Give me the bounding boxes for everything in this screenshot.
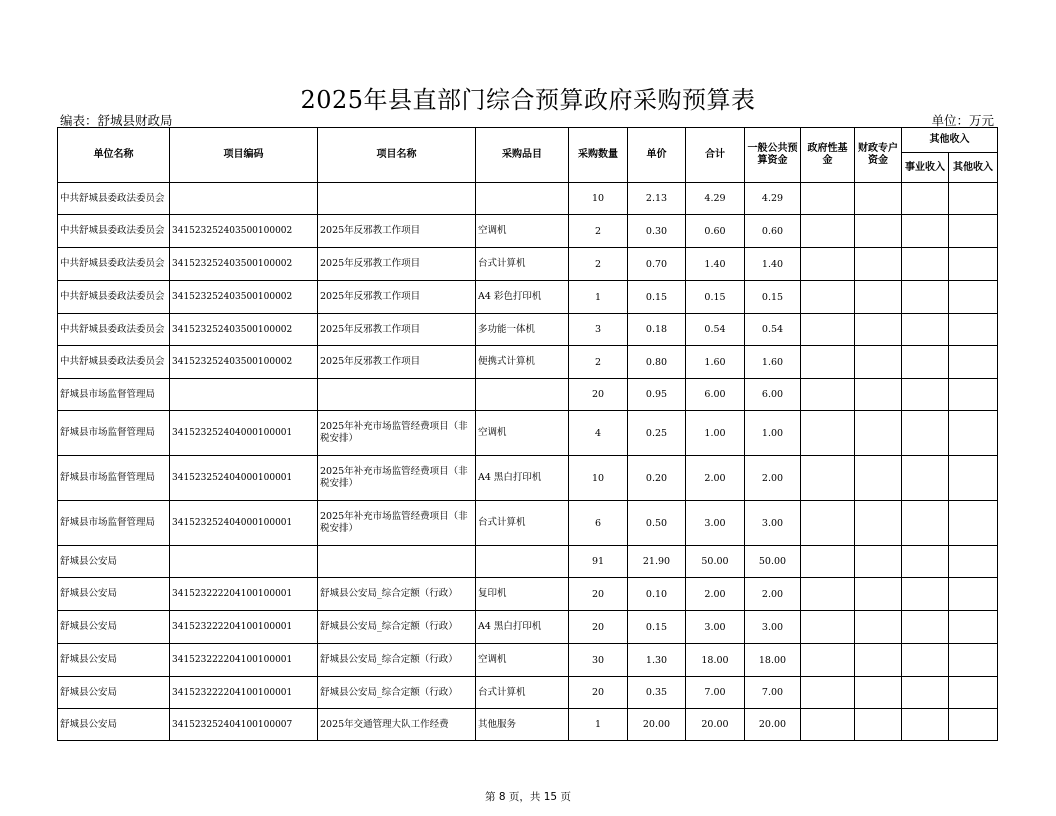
table-row [58, 248, 998, 281]
page-title: 2025年县直部门综合预算政府采购预算表 [300, 86, 756, 114]
unit-cell: 中共舒城县委政法委员会 [58, 314, 170, 346]
header-unit-name: 单位名称 [58, 128, 170, 183]
table-row [58, 546, 998, 578]
total-cell: 3.00 [686, 611, 745, 644]
header-total: 合计 [686, 128, 745, 183]
other-income-cell [949, 379, 998, 411]
other-income-cell [949, 456, 998, 501]
business-income-cell [902, 501, 949, 546]
gov-fund-cell [801, 611, 855, 644]
business-income-cell [902, 248, 949, 281]
price-cell: 20.00 [628, 709, 686, 741]
price-cell: 0.10 [628, 578, 686, 611]
price-cell: 1.30 [628, 644, 686, 677]
item-cell [476, 546, 569, 578]
project-cell: 2025年反邪教工作项目 [318, 314, 476, 346]
unit-label: 单位：万元 [931, 113, 994, 128]
business-income-cell [902, 677, 949, 709]
other-income-cell [949, 501, 998, 546]
other-income-cell [949, 644, 998, 677]
code-cell [170, 379, 318, 411]
gov-fund-cell [801, 281, 855, 314]
gov-fund-cell [801, 411, 855, 456]
project-cell: 2025年交通管理大队工作经费 [318, 709, 476, 741]
qty-cell: 20 [569, 611, 628, 644]
qty-cell: 20 [569, 578, 628, 611]
project-cell: 2025年补充市场监管经费项目（非税安排） [318, 456, 476, 501]
general-budget-cell: 0.15 [745, 281, 801, 314]
unit-cell: 中共舒城县委政法委员会 [58, 215, 170, 248]
total-cell: 2.00 [686, 578, 745, 611]
code-cell: 341523252404000100001 [170, 456, 318, 501]
item-cell: 复印机 [476, 578, 569, 611]
special-fund-cell [855, 644, 902, 677]
general-budget-cell: 1.60 [745, 346, 801, 379]
code-cell: 341523252403500100002 [170, 215, 318, 248]
total-cell: 4.29 [686, 183, 745, 215]
project-cell: 2025年反邪教工作项目 [318, 281, 476, 314]
general-budget-cell: 6.00 [745, 379, 801, 411]
table-row [58, 501, 998, 546]
other-income-cell [949, 183, 998, 215]
general-budget-cell: 20.00 [745, 709, 801, 741]
item-cell: A4 彩色打印机 [476, 281, 569, 314]
general-budget-cell: 2.00 [745, 456, 801, 501]
project-cell: 2025年补充市场监管经费项目（非税安排） [318, 411, 476, 456]
gov-fund-cell [801, 644, 855, 677]
special-fund-cell [855, 578, 902, 611]
table-row [58, 578, 998, 611]
total-cell: 1.60 [686, 346, 745, 379]
general-budget-cell: 2.00 [745, 578, 801, 611]
other-income-cell [949, 546, 998, 578]
code-cell: 341523222204100100001 [170, 644, 318, 677]
price-cell: 0.30 [628, 215, 686, 248]
item-cell: A4 黑白打印机 [476, 611, 569, 644]
table-row [58, 314, 998, 346]
price-cell: 0.15 [628, 611, 686, 644]
business-income-cell [902, 379, 949, 411]
code-cell: 341523222204100100001 [170, 611, 318, 644]
code-cell [170, 183, 318, 215]
qty-cell: 30 [569, 644, 628, 677]
code-cell: 341523222204100100001 [170, 578, 318, 611]
item-cell: 其他服务 [476, 709, 569, 741]
code-cell: 341523252404100100007 [170, 709, 318, 741]
unit-cell: 舒城县公安局 [58, 709, 170, 741]
qty-cell: 1 [569, 281, 628, 314]
project-cell: 舒城县公安局_综合定额（行政） [318, 578, 476, 611]
other-income-cell [949, 314, 998, 346]
project-cell: 2025年补充市场监管经费项目（非税安排） [318, 501, 476, 546]
price-cell: 0.20 [628, 456, 686, 501]
business-income-cell [902, 709, 949, 741]
business-income-cell [902, 346, 949, 379]
general-budget-cell: 0.54 [745, 314, 801, 346]
gov-fund-cell [801, 183, 855, 215]
special-fund-cell [855, 677, 902, 709]
table-row [58, 677, 998, 709]
special-fund-cell [855, 411, 902, 456]
special-fund-cell [855, 248, 902, 281]
header-price: 单价 [628, 128, 686, 183]
general-budget-cell: 1.40 [745, 248, 801, 281]
other-income-cell [949, 281, 998, 314]
qty-cell: 20 [569, 379, 628, 411]
header-quantity: 采购数量 [569, 128, 628, 183]
code-cell: 341523222204100100001 [170, 677, 318, 709]
other-income-cell [949, 611, 998, 644]
code-cell [170, 546, 318, 578]
unit-cell: 中共舒城县委政法委员会 [58, 248, 170, 281]
header-business-income: 事业收入 [902, 153, 949, 183]
general-budget-cell: 3.00 [745, 501, 801, 546]
project-cell: 舒城县公安局_综合定额（行政） [318, 611, 476, 644]
project-cell: 2025年反邪教工作项目 [318, 215, 476, 248]
item-cell: 空调机 [476, 411, 569, 456]
header-category: 采购品目 [476, 128, 569, 183]
qty-cell: 10 [569, 183, 628, 215]
special-fund-cell [855, 709, 902, 741]
qty-cell: 3 [569, 314, 628, 346]
qty-cell: 6 [569, 501, 628, 546]
business-income-cell [902, 215, 949, 248]
total-cell: 7.00 [686, 677, 745, 709]
project-cell: 舒城县公安局_综合定额（行政） [318, 644, 476, 677]
price-cell: 0.70 [628, 248, 686, 281]
table-row [58, 281, 998, 314]
unit-cell: 舒城县公安局 [58, 644, 170, 677]
business-income-cell [902, 456, 949, 501]
item-cell: 便携式计算机 [476, 346, 569, 379]
total-cell: 6.00 [686, 379, 745, 411]
special-fund-cell [855, 379, 902, 411]
special-fund-cell [855, 281, 902, 314]
special-fund-cell [855, 546, 902, 578]
price-cell: 0.25 [628, 411, 686, 456]
project-cell [318, 379, 476, 411]
price-cell: 0.15 [628, 281, 686, 314]
special-fund-cell [855, 501, 902, 546]
item-cell: 台式计算机 [476, 248, 569, 281]
business-income-cell [902, 546, 949, 578]
other-income-cell [949, 411, 998, 456]
unit-cell: 中共舒城县委政法委员会 [58, 183, 170, 215]
special-fund-cell [855, 215, 902, 248]
price-cell: 0.18 [628, 314, 686, 346]
total-cell: 18.00 [686, 644, 745, 677]
code-cell: 341523252403500100002 [170, 248, 318, 281]
total-cell: 0.15 [686, 281, 745, 314]
price-cell: 0.35 [628, 677, 686, 709]
special-fund-cell [855, 611, 902, 644]
table-row [58, 456, 998, 501]
header-gov-fund: 政府性基金 [801, 128, 855, 183]
total-cell: 3.00 [686, 501, 745, 546]
project-cell: 舒城县公安局_综合定额（行政） [318, 677, 476, 709]
unit-cell: 舒城县市场监督管理局 [58, 379, 170, 411]
project-cell: 2025年反邪教工作项目 [318, 248, 476, 281]
table-row [58, 346, 998, 379]
item-cell: 空调机 [476, 215, 569, 248]
business-income-cell [902, 281, 949, 314]
total-cell: 0.54 [686, 314, 745, 346]
qty-cell: 2 [569, 215, 628, 248]
procurement-budget-table [57, 127, 998, 741]
unit-cell: 舒城县市场监督管理局 [58, 411, 170, 456]
item-cell: 台式计算机 [476, 677, 569, 709]
item-cell [476, 183, 569, 215]
gov-fund-cell [801, 215, 855, 248]
code-cell: 341523252403500100002 [170, 314, 318, 346]
unit-cell: 舒城县公安局 [58, 546, 170, 578]
qty-cell: 10 [569, 456, 628, 501]
code-cell: 341523252404000100001 [170, 501, 318, 546]
gov-fund-cell [801, 578, 855, 611]
total-cell: 20.00 [686, 709, 745, 741]
general-budget-cell: 4.29 [745, 183, 801, 215]
table-row [58, 644, 998, 677]
total-cell: 1.40 [686, 248, 745, 281]
business-income-cell [902, 644, 949, 677]
special-fund-cell [855, 456, 902, 501]
total-cell: 1.00 [686, 411, 745, 456]
project-cell: 2025年反邪教工作项目 [318, 346, 476, 379]
total-cell: 0.60 [686, 215, 745, 248]
item-cell: 台式计算机 [476, 501, 569, 546]
table-row [58, 709, 998, 741]
special-fund-cell [855, 183, 902, 215]
item-cell: 空调机 [476, 644, 569, 677]
gov-fund-cell [801, 248, 855, 281]
qty-cell: 2 [569, 346, 628, 379]
header-general-budget: 一般公共预算资金 [745, 128, 801, 183]
header-other-sub: 其他收入 [949, 153, 998, 183]
table-row [58, 183, 998, 215]
general-budget-cell: 0.60 [745, 215, 801, 248]
unit-cell: 舒城县公安局 [58, 677, 170, 709]
business-income-cell [902, 411, 949, 456]
gov-fund-cell [801, 314, 855, 346]
qty-cell: 1 [569, 709, 628, 741]
business-income-cell [902, 314, 949, 346]
price-cell: 0.50 [628, 501, 686, 546]
unit-cell: 中共舒城县委政法委员会 [58, 346, 170, 379]
header-special-fund: 财政专户资金 [855, 128, 902, 183]
general-budget-cell: 18.00 [745, 644, 801, 677]
header-project-code: 项目编码 [170, 128, 318, 183]
unit-cell: 舒城县市场监督管理局 [58, 501, 170, 546]
business-income-cell [902, 611, 949, 644]
price-cell: 0.80 [628, 346, 686, 379]
header-project-name: 项目名称 [318, 128, 476, 183]
table-row [58, 411, 998, 456]
code-cell: 341523252403500100002 [170, 281, 318, 314]
header-other-income: 其他收入 [902, 128, 998, 153]
unit-cell: 舒城县公安局 [58, 611, 170, 644]
price-cell: 21.90 [628, 546, 686, 578]
qty-cell: 4 [569, 411, 628, 456]
table-row [58, 215, 998, 248]
other-income-cell [949, 346, 998, 379]
page-footer: 第 8 页，共 15 页 [485, 791, 571, 803]
item-cell [476, 379, 569, 411]
other-income-cell [949, 677, 998, 709]
gov-fund-cell [801, 546, 855, 578]
qty-cell: 2 [569, 248, 628, 281]
special-fund-cell [855, 314, 902, 346]
table-row [58, 611, 998, 644]
general-budget-cell: 3.00 [745, 611, 801, 644]
unit-cell: 舒城县市场监督管理局 [58, 456, 170, 501]
gov-fund-cell [801, 346, 855, 379]
item-cell: A4 黑白打印机 [476, 456, 569, 501]
other-income-cell [949, 709, 998, 741]
business-income-cell [902, 578, 949, 611]
item-cell: 多功能一体机 [476, 314, 569, 346]
compiler-label: 编表：舒城县财政局 [60, 113, 173, 128]
general-budget-cell: 50.00 [745, 546, 801, 578]
general-budget-cell: 7.00 [745, 677, 801, 709]
code-cell: 341523252403500100002 [170, 346, 318, 379]
gov-fund-cell [801, 456, 855, 501]
qty-cell: 91 [569, 546, 628, 578]
table-row [58, 379, 998, 411]
code-cell: 341523252404000100001 [170, 411, 318, 456]
price-cell: 0.95 [628, 379, 686, 411]
gov-fund-cell [801, 709, 855, 741]
unit-cell: 舒城县公安局 [58, 578, 170, 611]
qty-cell: 20 [569, 677, 628, 709]
price-cell: 2.13 [628, 183, 686, 215]
gov-fund-cell [801, 501, 855, 546]
project-cell [318, 546, 476, 578]
project-cell [318, 183, 476, 215]
gov-fund-cell [801, 677, 855, 709]
general-budget-cell: 1.00 [745, 411, 801, 456]
gov-fund-cell [801, 379, 855, 411]
total-cell: 2.00 [686, 456, 745, 501]
unit-cell: 中共舒城县委政法委员会 [58, 281, 170, 314]
special-fund-cell [855, 346, 902, 379]
business-income-cell [902, 183, 949, 215]
other-income-cell [949, 215, 998, 248]
other-income-cell [949, 578, 998, 611]
other-income-cell [949, 248, 998, 281]
total-cell: 50.00 [686, 546, 745, 578]
